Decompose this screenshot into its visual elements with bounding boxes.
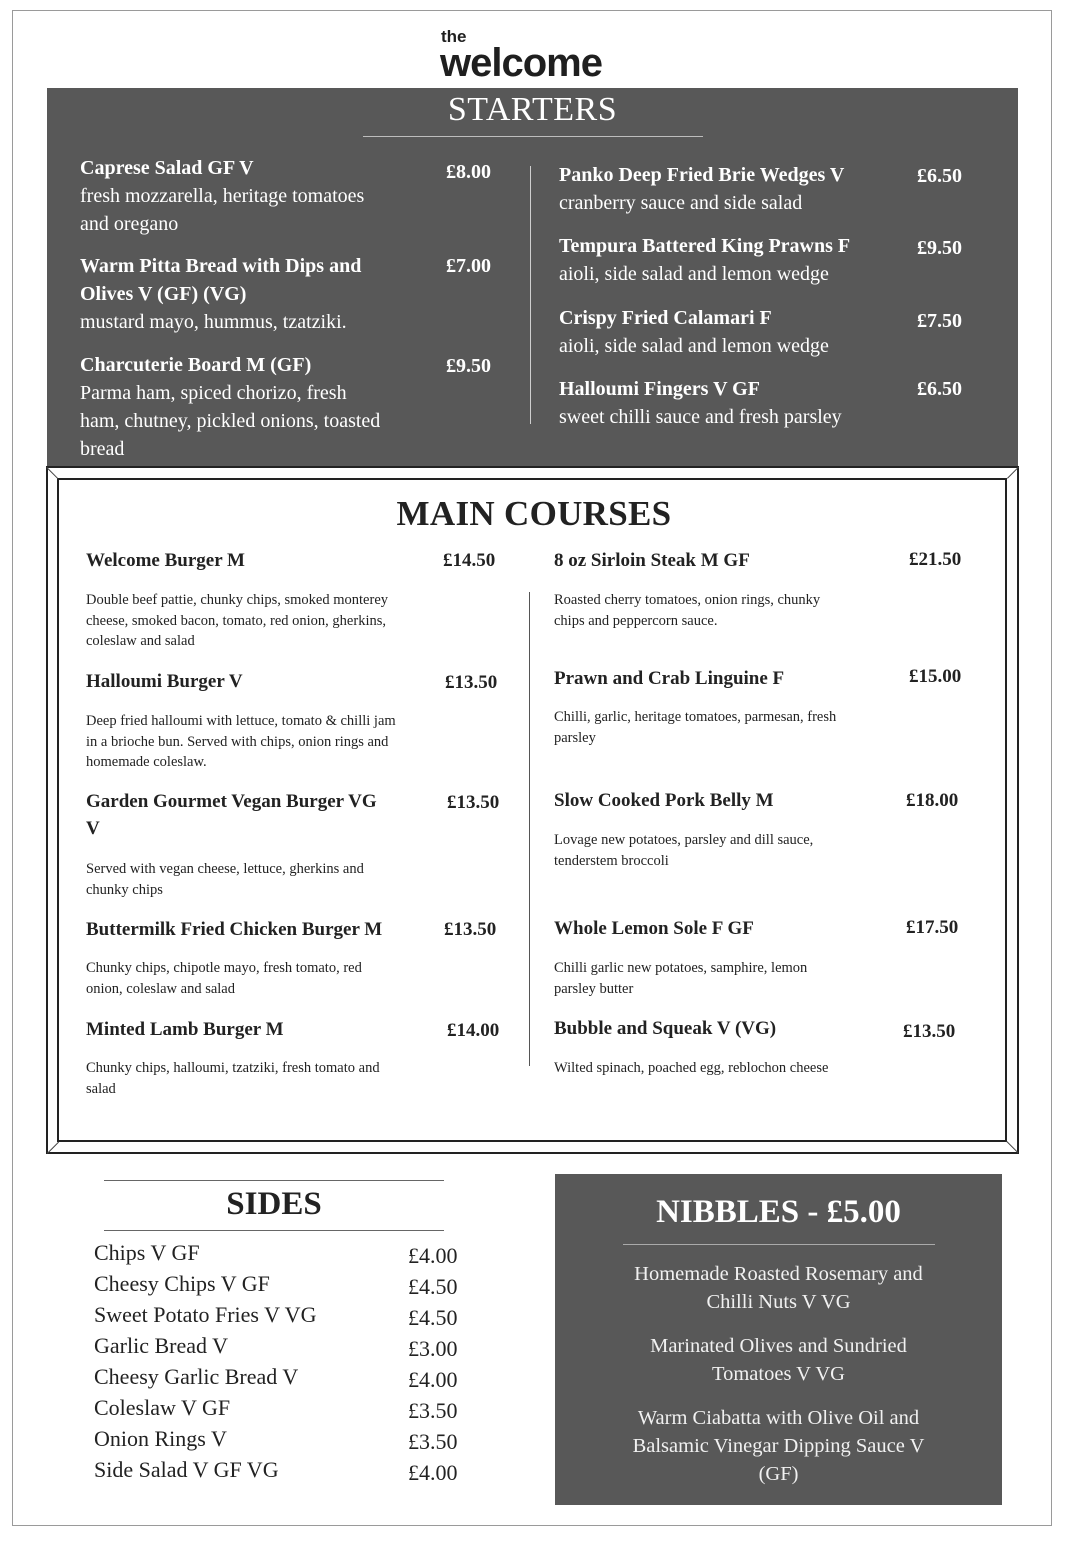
main-desc	[86, 1058, 486, 1099]
main-desc-line: Deep fried halloumi with lettuce, tomato & chilli jam	[86, 713, 396, 729]
starter-name: Halloumi Fingers V GF	[559, 378, 760, 400]
main-price: £13.50	[447, 792, 500, 813]
side-name: Side Salad V GF VG	[94, 1457, 279, 1482]
main-desc-line: Roasted cherry tomatoes, onion rings, chunky	[554, 592, 821, 608]
main-desc-line: coleslaw and salad	[86, 633, 195, 649]
side-name: Cheesy Chips V GF	[94, 1271, 270, 1296]
main-desc-line: Served with vegan cheese, lettuce, gherkins and	[86, 861, 364, 877]
nibble-line: Chilli Nuts V VG	[706, 1291, 851, 1313]
main-desc	[554, 1058, 954, 1079]
main-name: Buttermilk Fried Chicken Burger M	[86, 919, 383, 940]
starter-item	[559, 304, 909, 360]
mains-column-divider	[529, 592, 530, 1066]
main-desc	[86, 590, 486, 652]
starters-title-rule	[363, 136, 703, 137]
starter-item	[80, 154, 440, 238]
starter-item	[559, 161, 909, 217]
starter-desc: Parma ham, spiced chorizo, fresh	[80, 382, 347, 404]
main-price: £14.50	[443, 550, 496, 571]
main-desc-line: Double beef pattie, chunky chips, smoked monterey	[86, 592, 389, 608]
sides-top-rule	[104, 1180, 444, 1181]
nibble-line: Tomatoes V VG	[712, 1363, 845, 1385]
side-price: £3.00	[408, 1336, 458, 1361]
logo	[440, 27, 602, 85]
starter-name: Warm Pitta Bread with Dips and	[80, 255, 362, 277]
side-price: £4.50	[408, 1274, 458, 1299]
nibbles-title-rule	[623, 1244, 935, 1245]
logo-name: welcome	[440, 41, 602, 85]
main-desc-line: chips and peppercorn sauce.	[554, 612, 718, 629]
starter-desc: and oregano	[80, 213, 179, 235]
starter-name: Panko Deep Fried Brie Wedges V	[559, 164, 845, 186]
main-name: 8 oz Sirloin Steak M GF	[554, 550, 750, 571]
main-price: £15.00	[909, 666, 962, 687]
side-price: £4.00	[408, 1243, 458, 1268]
main-name-line: V	[86, 818, 100, 839]
side-price: £4.00	[408, 1367, 458, 1392]
starter-name: Charcuterie Board M (GF)	[80, 354, 312, 376]
side-price: £4.50	[408, 1305, 458, 1330]
starter-price: £8.00	[446, 161, 491, 183]
main-desc-line: parsley butter	[554, 980, 634, 997]
starters-column-divider	[530, 166, 531, 424]
main-desc	[86, 859, 486, 900]
main-price: £18.00	[906, 790, 959, 811]
main-name: Prawn and Crab Linguine F	[554, 668, 785, 689]
starter-price: £9.50	[446, 355, 491, 377]
main-desc-line: Lovage new potatoes, parsley and dill sauce,	[554, 832, 814, 848]
starter-item	[80, 252, 460, 336]
main-desc-line: Wilted spinach, poached egg, reblochon cheese	[554, 1060, 829, 1076]
starter-price: £6.50	[917, 165, 962, 187]
main-desc-line: cheese, smoked bacon, tomato, red onion, gherkins,	[86, 612, 386, 629]
sides-bottom-rule	[104, 1230, 444, 1231]
side-name: Chips V GF	[94, 1240, 200, 1265]
starter-item	[80, 351, 460, 463]
main-desc	[554, 958, 954, 999]
starter-desc: ham, chutney, pickled onions, toasted	[80, 410, 381, 432]
main-desc-line: Chunky chips, chipotle mayo, fresh tomato, red	[86, 960, 362, 976]
starter-price: £9.50	[917, 237, 962, 259]
side-price: £4.00	[408, 1460, 458, 1485]
main-courses-title: MAIN COURSES	[396, 494, 672, 533]
starter-name: Tempura Battered King Prawns F	[559, 235, 851, 257]
starter-item	[559, 375, 919, 431]
starter-desc: aioli, side salad and lemon wedge	[559, 335, 829, 357]
main-desc	[554, 707, 954, 748]
main-price: £17.50	[906, 917, 959, 938]
starter-name: Olives V (GF) (VG)	[80, 283, 247, 305]
main-desc-line: homemade coleslaw.	[86, 754, 207, 770]
main-desc-line: salad	[86, 1080, 116, 1097]
starter-price: £6.50	[917, 378, 962, 400]
main-name: Halloumi Burger V	[86, 671, 243, 692]
starter-price: £7.00	[446, 255, 491, 277]
starter-desc: bread	[80, 438, 125, 460]
main-desc	[86, 711, 486, 773]
main-name: Bubble and Squeak V (VG)	[554, 1018, 777, 1039]
sides-title: SIDES	[226, 1186, 322, 1222]
side-name: Coleslaw V GF	[94, 1395, 231, 1420]
starter-name: Caprese Salad GF V	[80, 157, 254, 179]
nibbles-title: NIBBLES - £5.00	[656, 1194, 901, 1230]
nibble-item	[575, 1260, 982, 1316]
nibble-item	[575, 1332, 982, 1388]
main-name	[86, 788, 446, 842]
side-price: £3.50	[408, 1429, 458, 1454]
starters-section	[47, 88, 1018, 466]
main-price: £13.50	[444, 919, 497, 940]
main-price: £13.50	[445, 672, 498, 693]
starter-desc: fresh mozzarella, heritage tomatoes	[80, 185, 365, 207]
main-desc	[554, 830, 954, 871]
main-price: £14.00	[447, 1020, 500, 1041]
starter-name: Crispy Fried Calamari F	[559, 307, 772, 329]
main-name: Minted Lamb Burger M	[86, 1019, 284, 1040]
starters-title: STARTERS	[447, 91, 618, 128]
starter-desc: cranberry sauce and side salad	[559, 192, 803, 214]
side-name: Sweet Potato Fries V VG	[94, 1302, 317, 1327]
main-desc-line: Chilli, garlic, heritage tomatoes, parmesan, fresh	[554, 709, 837, 725]
starter-desc: sweet chilli sauce and fresh parsley	[559, 406, 842, 428]
starter-price: £7.50	[917, 310, 962, 332]
main-desc-line: chunky chips	[86, 881, 163, 898]
starter-desc: mustard mayo, hummus, tzatziki.	[80, 311, 347, 333]
main-price: £13.50	[903, 1021, 956, 1042]
nibble-line: Warm Ciabatta with Olive Oil and	[637, 1407, 920, 1429]
side-price: £3.50	[408, 1398, 458, 1423]
nibble-line: Marinated Olives and Sundried	[650, 1335, 907, 1357]
main-name: Whole Lemon Sole F GF	[554, 918, 754, 939]
side-name: Onion Rings V	[94, 1426, 227, 1451]
main-name: Welcome Burger M	[86, 550, 245, 571]
starter-item	[559, 232, 909, 288]
nibble-item	[575, 1404, 982, 1488]
nibbles-section	[555, 1174, 1002, 1505]
main-name-line: Garden Gourmet Vegan Burger VG	[86, 791, 377, 812]
main-desc	[86, 958, 486, 999]
nibble-line: Balsamic Vinegar Dipping Sauce V	[632, 1435, 925, 1457]
side-name: Cheesy Garlic Bread V	[94, 1364, 299, 1389]
nibble-line: Homemade Roasted Rosemary and	[634, 1263, 923, 1285]
main-name: Slow Cooked Pork Belly M	[554, 790, 774, 811]
side-name: Garlic Bread V	[94, 1333, 228, 1358]
starter-desc: aioli, side salad and lemon wedge	[559, 263, 829, 285]
main-desc-line: onion, coleslaw and salad	[86, 980, 235, 997]
main-desc	[554, 590, 954, 631]
logo-the: the	[441, 27, 467, 46]
main-price: £21.50	[909, 549, 962, 570]
main-desc-line: Chilli garlic new potatoes, samphire, lemon	[554, 960, 808, 976]
main-desc-line: tenderstem broccoli	[554, 852, 669, 869]
nibble-line: (GF)	[758, 1463, 799, 1485]
main-desc-line: Chunky chips, halloumi, tzatziki, fresh tomato and	[86, 1060, 380, 1076]
main-desc-line: in a brioche bun. Served with chips, onion rings and	[86, 733, 389, 750]
main-desc-line: parsley	[554, 729, 596, 746]
